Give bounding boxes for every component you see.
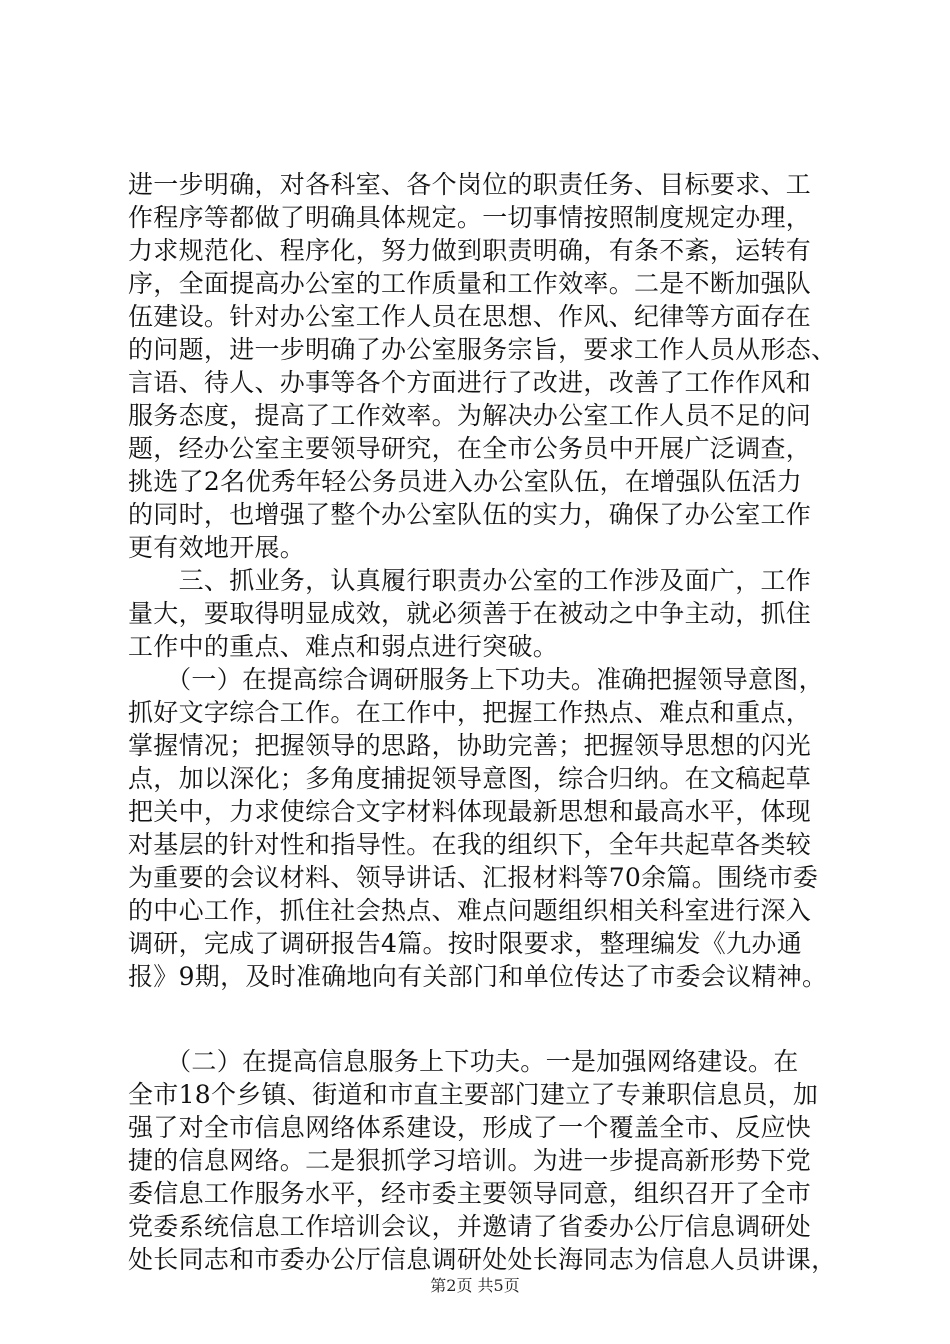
text-line: 三、抓业务，认真履行职责办公室的工作涉及面广，工作 bbox=[128, 566, 812, 595]
paragraph-gap bbox=[128, 993, 830, 1045]
text-line: 把关中，力求使综合文字材料体现最新思想和最高水平，体现 bbox=[128, 797, 812, 826]
text-line: 党委系统信息工作培训会议，并邀请了省委办公厅信息调研处 bbox=[128, 1212, 812, 1241]
text-line: 报》9期，及时准确地向有关部门和单位传达了市委会议精神。 bbox=[128, 962, 828, 991]
text-line: 为重要的会议材料、领导讲话、汇报材料等70余篇。围绕市委 bbox=[128, 863, 819, 892]
text-line: 进一步明确，对各科室、各个岗位的职责任务、目标要求、工 bbox=[128, 170, 812, 199]
text-line: 服务态度，提高了工作效率。为解决办公室工作人员不足的问 bbox=[128, 401, 812, 430]
text-line: 力求规范化、程序化，努力做到职责明确，有条不紊，运转有 bbox=[128, 236, 812, 265]
text-line: 处长同志和市委办公厅信息调研处处长海同志为信息人员讲课， bbox=[128, 1245, 837, 1274]
text-line: 委信息工作服务水平，经市委主要领导同意，组织召开了全市 bbox=[128, 1179, 812, 1208]
text-line: 掌握情况；把握领导的思路，协助完善；把握领导思想的闪光 bbox=[128, 731, 812, 760]
text-line: 工作中的重点、难点和弱点进行突破。 bbox=[128, 632, 559, 661]
text-line: 捷的信息网络。二是狠抓学习培训。为进一步提高新形势下党 bbox=[128, 1146, 812, 1175]
paragraph-block-2 bbox=[128, 1045, 837, 1276]
document-body bbox=[128, 168, 837, 1276]
text-line: 调研，完成了调研报告4篇。按时限要求，整理编发《九办通 bbox=[128, 929, 803, 958]
text-line: 言语、待人、办事等各个方面进行了改进，改善了工作作风和 bbox=[128, 368, 812, 397]
paragraph-block-1 bbox=[128, 168, 837, 993]
text-line: 伍建设。针对办公室工作人员在思想、作风、纪律等方面存在 bbox=[128, 302, 812, 331]
text-line: 的同时，也增强了整个办公室队伍的实力，确保了办公室工作 bbox=[128, 500, 812, 529]
text-line: 的中心工作，抓住社会热点、难点问题组织相关科室进行深入 bbox=[128, 896, 812, 925]
text-line: 点，加以深化；多角度捕捉领导意图，综合归纳。在文稿起草 bbox=[128, 764, 812, 793]
text-line: 更有效地开展。 bbox=[128, 533, 306, 562]
text-line: 对基层的针对性和指导性。在我的组织下，全年共起草各类较 bbox=[128, 830, 812, 859]
text-line: 挑选了2名优秀年轻公务员进入办公室队伍，在增强队伍活力 bbox=[128, 467, 803, 496]
text-line: （二）在提高信息服务上下功夫。一是加强网络建设。在 bbox=[128, 1047, 799, 1076]
text-line: 题，经办公室主要领导研究，在全市公务员中开展广泛调查， bbox=[128, 434, 812, 463]
text-line: 序，全面提高办公室的工作质量和工作效率。二是不断加强队 bbox=[128, 269, 812, 298]
page-number-footer: 第2页 共5页 bbox=[430, 1276, 520, 1295]
text-line: （一）在提高综合调研服务上下功夫。准确把握领导意图， bbox=[128, 665, 824, 694]
text-line: 强了对全市信息网络体系建设，形成了一个覆盖全市、反应快 bbox=[128, 1113, 812, 1142]
text-line: 作程序等都做了明确具体规定。一切事情按照制度规定办理， bbox=[128, 203, 812, 232]
text-line: 全市18个乡镇、街道和市直主要部门建立了专兼职信息员，加 bbox=[128, 1080, 819, 1109]
text-line: 抓好文字综合工作。在工作中，把握工作热点、难点和重点， bbox=[128, 698, 812, 727]
text-line: 的问题，进一步明确了办公室服务宗旨，要求工作人员从形态、 bbox=[128, 335, 837, 364]
text-line: 量大，要取得明显成效，就必须善于在被动之中争主动，抓住 bbox=[128, 599, 812, 628]
